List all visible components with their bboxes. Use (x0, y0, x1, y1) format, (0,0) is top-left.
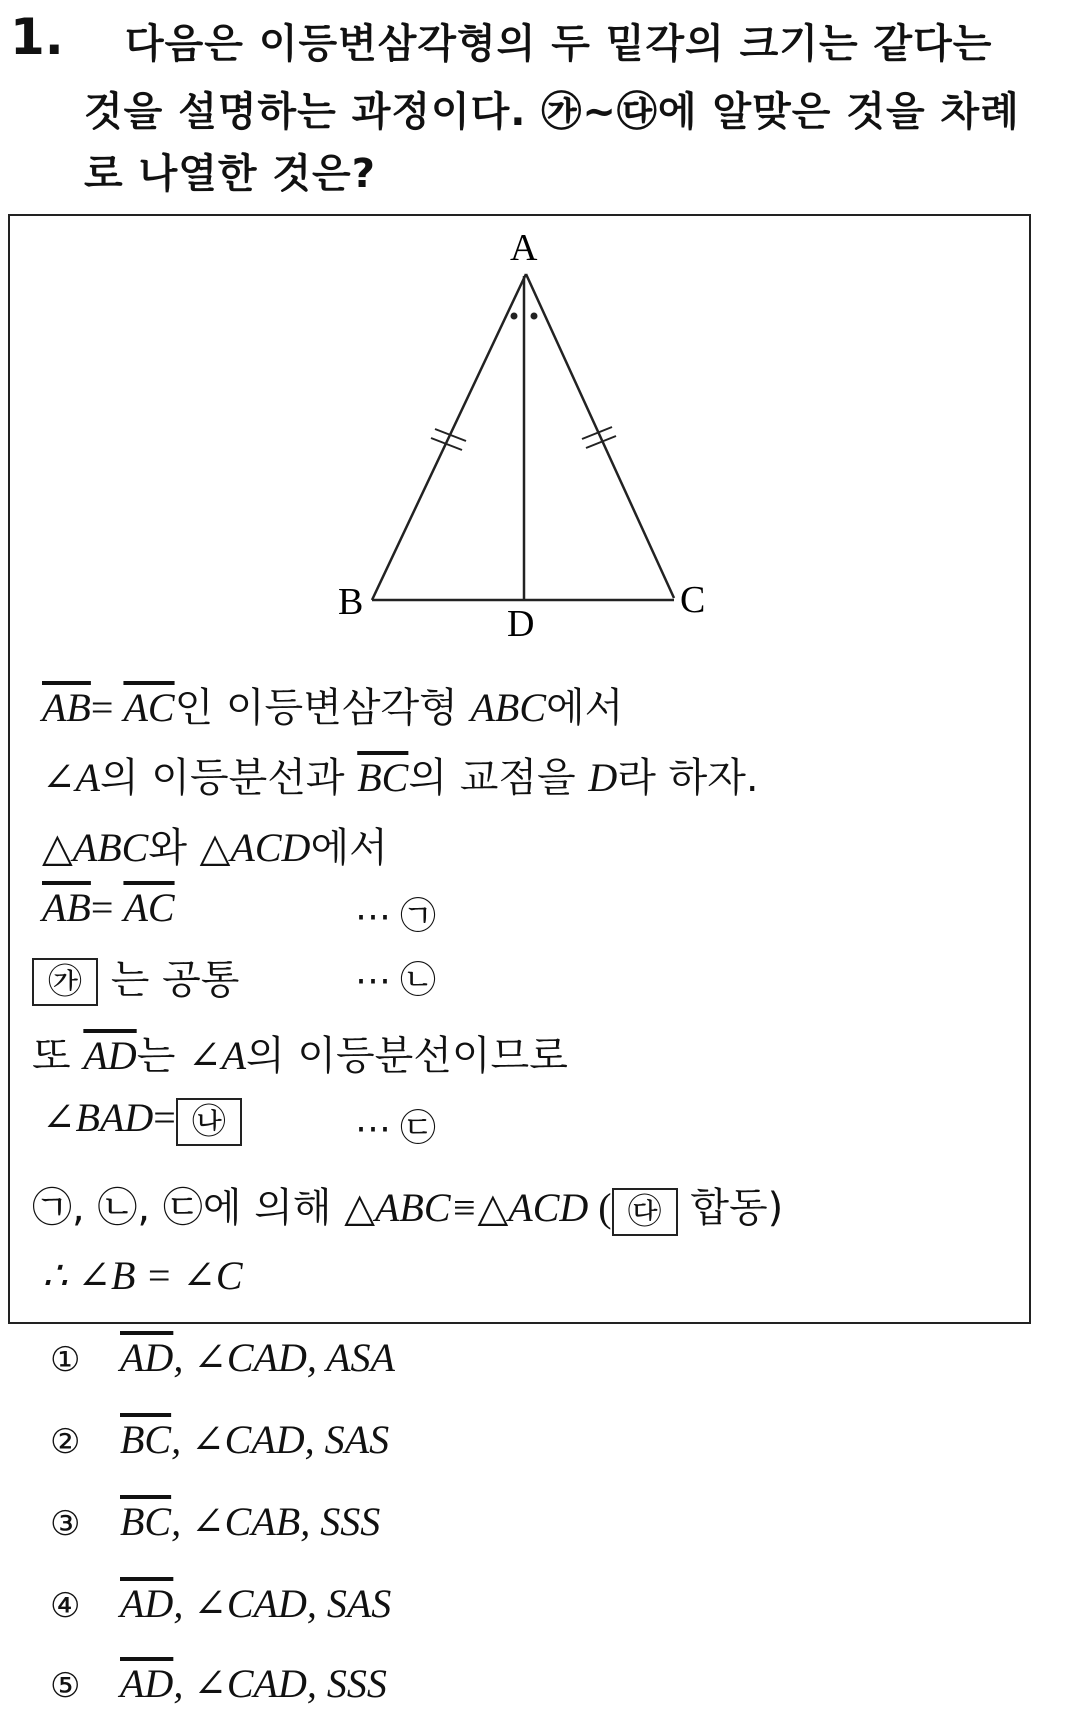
question-line-3: 로 나열한 것은? (84, 151, 376, 197)
blank-ga: ㉮ (32, 958, 98, 1006)
choice-4[interactable]: ④ $\overline{AD}$, ∠CAD, SAS (50, 1581, 392, 1626)
choice-1[interactable]: ① $\overline{AD}$, ∠CAD, ASA (50, 1335, 395, 1380)
proof-mark-1: ⋯ ㉠ (355, 896, 437, 937)
angle-mark-bad (511, 313, 518, 320)
proof-mark-3: ⋯ ㉢ (355, 1108, 437, 1149)
label-a: A (510, 227, 538, 269)
choice-2[interactable]: ② $\overline{BC}$, ∠CAD, SAS (50, 1417, 390, 1462)
label-c: C (680, 579, 706, 621)
tick-ac (582, 427, 616, 448)
side-ab (372, 274, 526, 600)
proof-line-2: ∠A의 이등분선과 $\overline{BC}$의 교점을 D라 하자. (42, 755, 759, 801)
angle-mark-cad (531, 313, 538, 320)
choice-3[interactable]: ③ $\overline{BC}$, ∠CAB, SSS (50, 1499, 381, 1544)
proof-line-3: △ABC와 △ACD에서 (42, 825, 388, 871)
proof-mark-2: ⋯ ㉡ (355, 960, 437, 1001)
label-b: B (338, 581, 364, 623)
blank-na: ㉯ (176, 1098, 242, 1146)
proof-line-7: ∠BAD= ㉯ (42, 1094, 242, 1146)
triangle-figure (10, 216, 1033, 656)
blank-da: ㉰ (612, 1188, 678, 1236)
proof-line-4: $\overline{AB}= \overline{AC}$ (42, 885, 175, 930)
choice-5[interactable]: ⑤ $\overline{AD}$, ∠CAD, SSS (50, 1661, 387, 1706)
question-line-2: 것을 설명하는 과정이다. ㉮~㉰에 알맞은 것을 차례 (84, 89, 1020, 135)
side-ac (526, 274, 674, 598)
proof-line-5: ㉮ 는 공통 (32, 948, 239, 1006)
question-line-1: 다음은 이등변삼각형의 두 밑각의 크기는 같다는 (125, 21, 993, 67)
question-number: 1. (10, 8, 64, 66)
proof-box (8, 214, 1031, 1324)
proof-line-9: ∴ ∠B = ∠C (42, 1253, 243, 1298)
proof-line-8: ㉠, ㉡, ㉢에 의해 △ABC≡△ACD ( ㉰ 합동) (32, 1176, 783, 1236)
label-d: D (507, 603, 535, 645)
proof-line-1: $\overline{AB}= \overline{AC}$인 이등변삼각형 ABC에서 (42, 685, 624, 731)
proof-line-6: 또 $\overline{AD}$는 ∠A의 이등분선이므로 (32, 1033, 568, 1079)
